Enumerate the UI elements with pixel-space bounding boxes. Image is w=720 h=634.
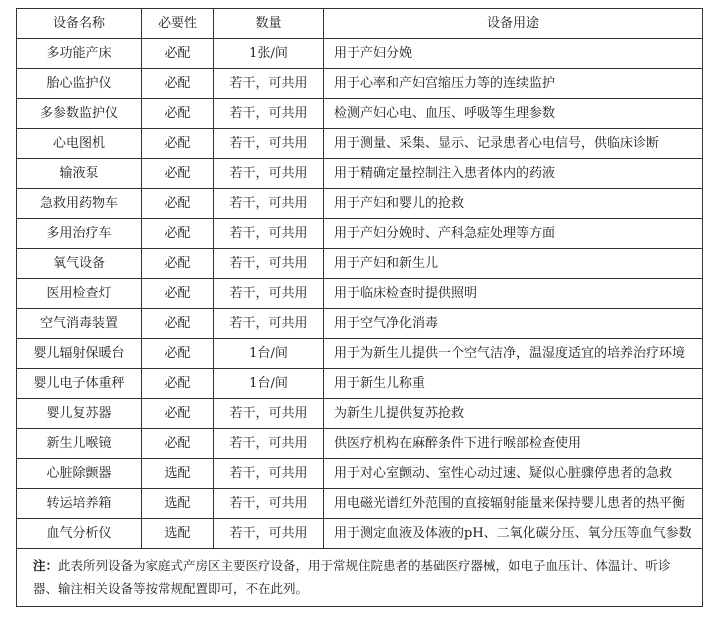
table-row <box>17 309 703 339</box>
cell-usage: 用于产妇和婴儿的抢救 <box>324 189 703 219</box>
cell-usage: 用于为新生儿提供一个空气洁净，温湿度适宜的培养治疗环境 <box>324 339 703 369</box>
cell-quantity: 若干，可共用 <box>214 219 324 249</box>
table-row <box>17 69 703 99</box>
cell-necessity: 必配 <box>142 429 214 459</box>
cell-device-name: 血气分析仪 <box>17 519 142 549</box>
cell-quantity: 若干，可共用 <box>214 459 324 489</box>
cell-usage: 用电磁光谱红外范围的直接辐射能量来保持婴儿患者的热平衡 <box>324 489 703 519</box>
table-row <box>17 189 703 219</box>
table-row <box>17 249 703 279</box>
header-usage: 设备用途 <box>324 9 703 39</box>
cell-device-name: 新生儿喉镜 <box>17 429 142 459</box>
cell-usage: 为新生儿提供复苏抢救 <box>324 399 703 429</box>
cell-quantity: 1台/间 <box>214 369 324 399</box>
equipment-table <box>16 8 703 607</box>
table-row <box>17 279 703 309</box>
cell-device-name: 婴儿复苏器 <box>17 399 142 429</box>
cell-necessity: 选配 <box>142 459 214 489</box>
cell-quantity: 若干，可共用 <box>214 519 324 549</box>
cell-necessity: 必配 <box>142 399 214 429</box>
cell-device-name: 多功能产床 <box>17 39 142 69</box>
note-label: 注： <box>33 558 59 573</box>
cell-usage: 用于产妇分娩时、产科急症处理等方面 <box>324 219 703 249</box>
table-row <box>17 459 703 489</box>
cell-necessity: 必配 <box>142 39 214 69</box>
cell-quantity: 若干，可共用 <box>214 129 324 159</box>
cell-usage: 用于产妇和新生儿 <box>324 249 703 279</box>
cell-usage: 用于空气净化消毒 <box>324 309 703 339</box>
cell-necessity: 必配 <box>142 369 214 399</box>
cell-quantity: 若干，可共用 <box>214 279 324 309</box>
header-device-name: 设备名称 <box>17 9 142 39</box>
cell-usage: 用于产妇分娩 <box>324 39 703 69</box>
cell-necessity: 必配 <box>142 279 214 309</box>
cell-quantity: 若干，可共用 <box>214 429 324 459</box>
cell-device-name: 多用治疗车 <box>17 219 142 249</box>
cell-quantity: 若干，可共用 <box>214 249 324 279</box>
table-row <box>17 129 703 159</box>
cell-quantity: 若干，可共用 <box>214 189 324 219</box>
cell-usage: 用于测定血液及体液的pH、二氧化碳分压、氧分压等血气参数 <box>324 519 703 549</box>
table-row <box>17 369 703 399</box>
cell-usage: 供医疗机构在麻醉条件下进行喉部检查使用 <box>324 429 703 459</box>
cell-necessity: 必配 <box>142 249 214 279</box>
table-row <box>17 339 703 369</box>
cell-device-name: 输液泵 <box>17 159 142 189</box>
cell-necessity: 必配 <box>142 159 214 189</box>
table-row <box>17 159 703 189</box>
table-header-row <box>17 9 703 39</box>
table-body <box>17 39 703 607</box>
table-note <box>17 549 703 607</box>
cell-necessity: 必配 <box>142 189 214 219</box>
cell-device-name: 空气消毒装置 <box>17 309 142 339</box>
cell-usage: 用于测量、采集、显示、记录患者心电信号，供临床诊断 <box>324 129 703 159</box>
cell-device-name: 婴儿电子体重秤 <box>17 369 142 399</box>
cell-necessity: 必配 <box>142 69 214 99</box>
cell-usage: 用于新生儿称重 <box>324 369 703 399</box>
header-necessity: 必要性 <box>142 9 214 39</box>
cell-device-name: 医用检查灯 <box>17 279 142 309</box>
cell-usage: 用于精确定量控制注入患者体内的药液 <box>324 159 703 189</box>
cell-usage: 用于对心室颤动、室性心动过速、疑似心脏骤停患者的急救 <box>324 459 703 489</box>
cell-necessity: 必配 <box>142 219 214 249</box>
table-row <box>17 219 703 249</box>
cell-device-name: 多参数监护仪 <box>17 99 142 129</box>
note-text: 此表所列设备为家庭式产房区主要医疗设备，用于常规住院患者的基础医疗器械，如电子血压计、体温计、听诊器、输注相关设备等按常规配置即可，不在此列。 <box>33 558 671 596</box>
cell-necessity: 必配 <box>142 339 214 369</box>
cell-usage: 用于心率和产妇宫缩压力等的连续监护 <box>324 69 703 99</box>
cell-quantity: 若干，可共用 <box>214 489 324 519</box>
cell-quantity: 若干，可共用 <box>214 399 324 429</box>
cell-quantity: 若干，可共用 <box>214 309 324 339</box>
cell-device-name: 婴儿辐射保暖台 <box>17 339 142 369</box>
table-row <box>17 429 703 459</box>
table-row <box>17 489 703 519</box>
cell-quantity: 若干，可共用 <box>214 69 324 99</box>
table-note-row <box>17 549 703 607</box>
table-row <box>17 39 703 69</box>
cell-necessity: 必配 <box>142 99 214 129</box>
table-row <box>17 99 703 129</box>
cell-usage: 用于临床检查时提供照明 <box>324 279 703 309</box>
cell-device-name: 氧气设备 <box>17 249 142 279</box>
cell-device-name: 转运培养箱 <box>17 489 142 519</box>
cell-quantity: 1台/间 <box>214 339 324 369</box>
table-row <box>17 399 703 429</box>
cell-necessity: 选配 <box>142 519 214 549</box>
cell-necessity: 必配 <box>142 309 214 339</box>
cell-device-name: 胎心监护仪 <box>17 69 142 99</box>
cell-quantity: 若干，可共用 <box>214 159 324 189</box>
cell-quantity: 若干，可共用 <box>214 99 324 129</box>
table-row <box>17 519 703 549</box>
cell-device-name: 急救用药物车 <box>17 189 142 219</box>
cell-device-name: 心电图机 <box>17 129 142 159</box>
cell-device-name: 心脏除颤器 <box>17 459 142 489</box>
header-quantity: 数量 <box>214 9 324 39</box>
cell-usage: 检测产妇心电、血压、呼吸等生理参数 <box>324 99 703 129</box>
cell-necessity: 选配 <box>142 489 214 519</box>
cell-quantity: 1张/间 <box>214 39 324 69</box>
cell-necessity: 必配 <box>142 129 214 159</box>
